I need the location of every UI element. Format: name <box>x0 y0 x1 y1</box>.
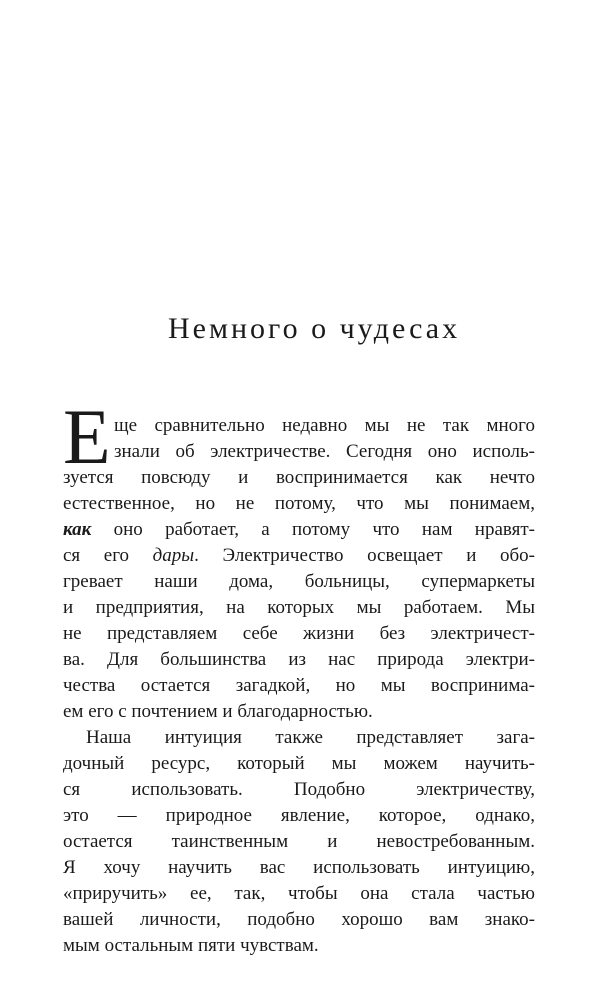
text-line: знали об электричестве. Сегодня оно исполь- <box>114 441 535 462</box>
text-line: ся использовать. Подобно электричеству, <box>63 779 535 800</box>
text-line: Я хочу научить вас использовать интуицию, <box>63 857 535 878</box>
emphasis-text: дары <box>152 545 195 566</box>
text-line: Наша интуиция также представляет зага- <box>86 727 535 748</box>
text-line <box>63 543 535 569</box>
body-text <box>63 413 535 959</box>
text-line <box>63 517 535 543</box>
text-line: вашей личности, подобно хорошо вам знако- <box>63 909 535 930</box>
text-line: ем его с почтением и благодарностью. <box>63 701 373 722</box>
text-line: ще сравнительно недавно мы не так много <box>114 415 535 436</box>
text-line: чества остается загадкой, но мы воспринима- <box>63 675 535 696</box>
text-span: ся его <box>63 545 153 566</box>
chapter-title: Немного о чудесах <box>168 312 461 345</box>
text-line: и предприятия, на которых мы работаем. Мы <box>63 597 535 618</box>
drop-cap: Е <box>63 393 111 480</box>
text-line: естественное, но не потому, что мы понимаем, <box>63 493 535 514</box>
text-line: остается таинственным и невостребованным. <box>63 831 535 852</box>
emphasis-text: как <box>63 519 92 540</box>
text-line: гревает наши дома, больницы, супермаркеты <box>63 571 535 592</box>
text-line: мым остальным пяти чувствам. <box>63 935 319 956</box>
text-line: дочный ресурс, который мы можем научить- <box>63 753 535 774</box>
text-line: зуется повсюду и воспринимается как нечто <box>63 467 535 488</box>
text-span: оно работает, а потому что нам нравят- <box>91 519 535 540</box>
text-line: это — природное явление, которое, однако, <box>63 805 535 826</box>
text-line: не представляем себе жизни без электричест- <box>63 623 535 644</box>
text-span: . Электричество освещает и обо- <box>194 545 535 566</box>
text-line: «приручить» ее, так, чтобы она стала частью <box>63 883 535 904</box>
text-line: ва. Для большинства из нас природа электри- <box>63 649 535 670</box>
